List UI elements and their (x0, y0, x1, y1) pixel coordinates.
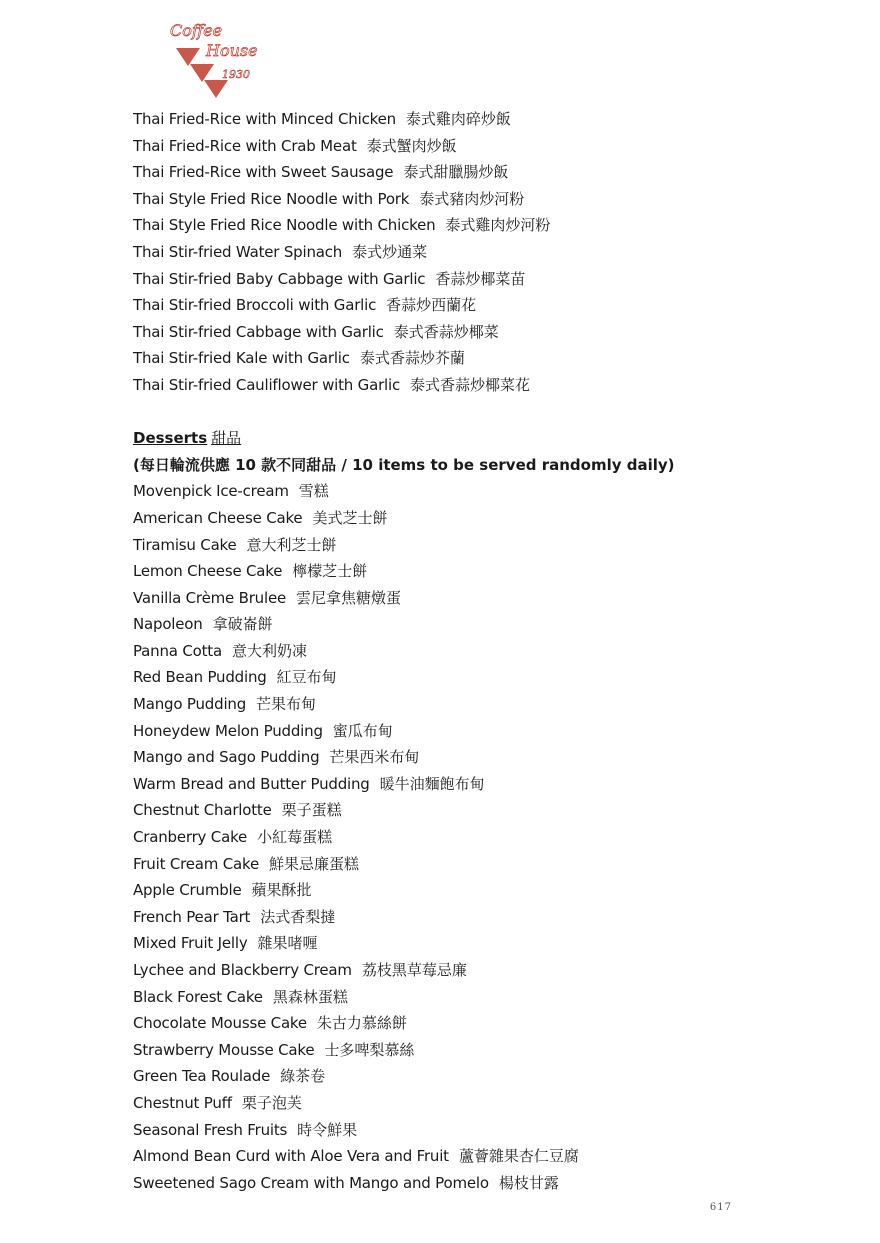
item-name-en: Apple Crumble (133, 881, 242, 900)
item-name-en: Almond Bean Curd with Aloe Vera and Fruit (133, 1147, 449, 1166)
item-name-zh: 暖牛油麵飽布甸 (379, 774, 485, 793)
item-name-en: Thai Fried-Rice with Crab Meat (133, 136, 357, 155)
item-name-en: Thai Stir-fried Cauliflower with Garlic (133, 375, 401, 394)
item-name-en: Thai Style Fried Rice Noodle with Pork (133, 189, 410, 208)
item-name-en: Sweetened Sago Cream with Mango and Pomelo (133, 1173, 489, 1192)
menu-list (133, 106, 675, 1196)
item-name-zh: 時令鮮果 (297, 1120, 358, 1139)
menu-item (133, 292, 675, 319)
dessert-item (133, 904, 675, 931)
item-name-zh: 意大利奶凍 (231, 641, 307, 660)
menu-item (133, 345, 675, 372)
dessert-item (133, 957, 675, 984)
menu-item (133, 239, 675, 266)
item-name-en: Warm Bread and Butter Pudding (133, 774, 370, 793)
item-name-zh: 綠茶卷 (280, 1067, 326, 1086)
item-name-en: Thai Style Fried Rice Noodle with Chicken (133, 216, 436, 235)
dessert-item (133, 532, 675, 559)
desserts-heading (133, 425, 675, 452)
item-name-en: Lemon Cheese Cake (133, 562, 283, 581)
dessert-item (133, 1117, 675, 1144)
dessert-item (133, 691, 675, 718)
item-name-zh: 拿破崙餅 (212, 615, 273, 634)
dessert-item (133, 585, 675, 612)
item-name-en: American Cheese Cake (133, 508, 303, 527)
item-name-en: Thai Fried-Rice with Sweet Sausage (133, 163, 394, 182)
item-name-zh: 楊枝甘露 (498, 1173, 559, 1192)
dessert-item (133, 824, 675, 851)
item-name-zh: 泰式豬肉炒河粉 (419, 189, 525, 208)
dessert-item (133, 930, 675, 957)
item-name-en: Chestnut Puff (133, 1093, 232, 1112)
dessert-item (133, 984, 675, 1011)
dessert-item (133, 877, 675, 904)
item-name-zh: 蘆薈雜果杏仁豆腐 (458, 1147, 579, 1166)
menu-item (133, 133, 675, 160)
item-name-en: Movenpick Ice-cream (133, 482, 289, 501)
dessert-item (133, 797, 675, 824)
item-name-zh: 泰式炒通菜 (352, 242, 428, 261)
dessert-item (133, 505, 675, 532)
item-name-zh: 泰式雞肉炒河粉 (445, 216, 551, 235)
dessert-item (133, 664, 675, 691)
dessert-item (133, 478, 675, 505)
item-name-zh: 泰式雞肉碎炒飯 (405, 110, 511, 128)
dessert-item (133, 1170, 675, 1197)
item-name-zh: 香蒜炒西蘭花 (386, 296, 477, 315)
dessert-item (133, 611, 675, 638)
menu-item (133, 186, 675, 213)
item-name-zh: 雜果啫喱 (257, 934, 318, 953)
menu-item (133, 266, 675, 293)
item-name-zh: 香蒜炒椰菜苗 (435, 269, 526, 288)
menu-item (133, 319, 675, 346)
item-name-zh: 紅豆布甸 (276, 668, 337, 687)
item-name-en: Strawberry Mousse Cake (133, 1040, 315, 1059)
dessert-item (133, 744, 675, 771)
item-name-en: Thai Fried-Rice with Minced Chicken (133, 110, 396, 128)
item-name-zh: 美式芝士餅 (312, 508, 388, 527)
item-name-en: Seasonal Fresh Fruits (133, 1120, 288, 1139)
item-name-zh: 泰式蟹肉炒飯 (366, 136, 457, 155)
dessert-item (133, 1037, 675, 1064)
item-name-zh: 雪糕 (298, 482, 329, 501)
item-name-zh: 泰式甜臘腸炒飯 (403, 163, 509, 182)
item-name-zh: 法式香梨撻 (260, 907, 336, 926)
dessert-item (133, 1090, 675, 1117)
item-name-zh: 檸檬芝士餅 (292, 562, 368, 581)
item-name-en: Tiramisu Cake (133, 535, 237, 554)
desserts-heading-zh: 甜品 (211, 429, 242, 448)
item-name-zh: 泰式香蒜炒芥蘭 (359, 349, 465, 368)
item-name-zh: 栗子泡芙 (241, 1093, 302, 1112)
dessert-item (133, 851, 675, 878)
desserts-note: (每日輪流供應 10 款不同甜品 / 10 items to be served randomly daily) (133, 455, 675, 474)
item-name-en: Chestnut Charlotte (133, 801, 272, 820)
item-name-en: Honeydew Melon Pudding (133, 721, 323, 740)
item-name-en: Thai Stir-fried Cabbage with Garlic (133, 322, 384, 341)
item-name-zh: 鮮果忌廉蛋糕 (269, 854, 360, 873)
item-name-zh: 蜜瓜布甸 (332, 721, 393, 740)
item-name-en: Panna Cotta (133, 641, 222, 660)
item-name-en: Green Tea Roulade (133, 1067, 271, 1086)
item-name-en: Fruit Cream Cake (133, 854, 259, 873)
item-name-en: Lychee and Blackberry Cream (133, 961, 352, 979)
item-name-zh: 士多啤梨慕絲 (324, 1040, 415, 1059)
logo-word-2: House (206, 41, 258, 60)
menu-item (133, 212, 675, 239)
item-name-en: Napoleon (133, 615, 203, 634)
dessert-item (133, 1143, 675, 1170)
item-name-en: Black Forest Cake (133, 987, 263, 1006)
dessert-item (133, 1063, 675, 1090)
dessert-item (133, 638, 675, 665)
item-name-zh: 朱古力慕絲餅 (316, 1014, 407, 1033)
item-name-zh: 蘋果酥批 (251, 881, 312, 900)
page-number: 617 (709, 1202, 732, 1213)
item-name-zh: 黑森林蛋糕 (272, 987, 348, 1006)
item-name-en: Thai Stir-fried Water Spinach (133, 242, 343, 261)
item-name-zh: 小紅莓蛋糕 (257, 828, 333, 847)
item-name-en: Red Bean Pudding (133, 668, 267, 687)
item-name-en: Mango Pudding (133, 695, 247, 714)
item-name-en: Cranberry Cake (133, 828, 248, 847)
section-spacer (133, 399, 675, 426)
desserts-heading-en: Desserts (133, 429, 208, 448)
item-name-zh: 荔枝黑草莓忌廉 (361, 961, 467, 979)
dessert-item (133, 1010, 675, 1037)
item-name-zh: 芒果布甸 (256, 695, 317, 714)
logo-word-1: Coffee (170, 21, 223, 40)
item-name-zh: 泰式香蒜炒椰菜花 (410, 375, 531, 394)
logo-word-3: 1930 (222, 68, 250, 81)
item-name-en: Chocolate Mousse Cake (133, 1014, 307, 1033)
item-name-en: Vanilla Crème Brulee (133, 588, 286, 607)
item-name-en: Mango and Sago Pudding (133, 748, 320, 767)
menu-item (133, 372, 675, 399)
item-name-en: Thai Stir-fried Broccoli with Garlic (133, 296, 377, 315)
item-name-zh: 雲尼拿焦糖燉蛋 (296, 588, 402, 607)
item-name-en: Thai Stir-fried Baby Cabbage with Garlic (133, 269, 426, 288)
coffee-house-logo (166, 20, 262, 100)
menu-item (133, 106, 675, 133)
item-name-zh: 栗子蛋糕 (281, 801, 342, 820)
item-name-zh: 泰式香蒜炒椰菜 (393, 322, 499, 341)
item-name-en: Mixed Fruit Jelly (133, 934, 248, 953)
item-name-en: French Pear Tart (133, 907, 251, 926)
dessert-item (133, 558, 675, 585)
item-name-zh: 芒果西米布甸 (329, 748, 420, 767)
dessert-item (133, 718, 675, 745)
dessert-item (133, 771, 675, 798)
menu-item (133, 159, 675, 186)
item-name-zh: 意大利芝士餅 (246, 535, 337, 554)
item-name-en: Thai Stir-fried Kale with Garlic (133, 349, 350, 368)
